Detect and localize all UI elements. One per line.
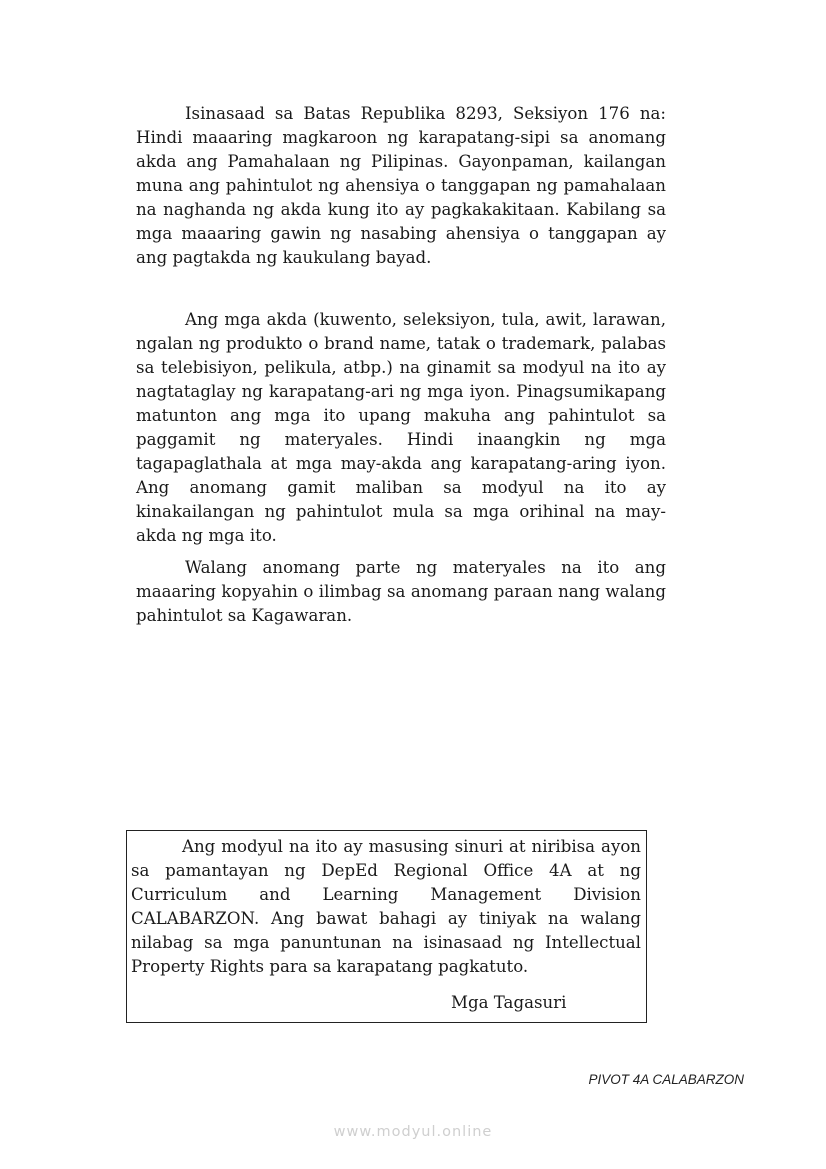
review-statement-text: Ang modyul na ito ay masusing sinuri at niribisa ayon sa pamantayan ng DepEd Regional Office 4A at ng Curriculum and Learning Management Division CALABARZON. Ang bawat bahagi ay tiniyak na walang nilabag sa mga panuntunan na isinasaad ng Intellectual Property Rights para sa karapatang pagkatuto. — [131, 837, 641, 976]
copyright-paragraph-reproduction: Walang anomang parte ng materyales na ito ang maaaring kopyahin o ilimbag sa anomang paraan nang walang pahintulot sa Kagawaran. — [136, 558, 666, 625]
watermark: www.modyul.online — [333, 1124, 493, 1140]
footer-label: PIVOT 4A CALABARZON — [588, 1072, 744, 1087]
copyright-paragraph-works: Ang mga akda (kuwento, seleksiyon, tula, awit, larawan, ngalan ng produkto o brand name, tatak o trademark, palabas sa telebisiyon, pelikula, atbp.) na ginamit sa modyul na ito ay nagtataglay ng karapatang-ari ng mga iyon. Pinagsumikapang matunton ang mga ito upang makuha ang pahintulot sa paggamit ng materyales. Hindi inaangkin ng mga tagapaglathala at mga may-akda ang karapatang-aring iyon. Ang anomang gamit maliban sa modyul na ito ay kinakailangan ng pahintulot mula sa mga orihinal na may-akda ng mga ito. — [136, 310, 666, 545]
review-statement-box — [126, 830, 647, 1023]
copyright-paragraph-law: Isinasaad sa Batas Republika 8293, Seksiyon 176 na: Hindi maaaring magkaroon ng karapatang-sipi sa anomang akda ang Pamahalaan ng Pilipinas. Gayonpaman, kailangan muna ang pahintulot ng ahensiya o tanggapan ng pamahalaan na naghanda ng akda kung ito ay pagkakakitaan. Kabilang sa mga maaaring gawin ng nasabing ahensiya o tanggapan ay ang pagtakda ng kaukulang bayad. — [136, 104, 666, 267]
review-signature: Mga Tagasuri — [451, 993, 567, 1012]
